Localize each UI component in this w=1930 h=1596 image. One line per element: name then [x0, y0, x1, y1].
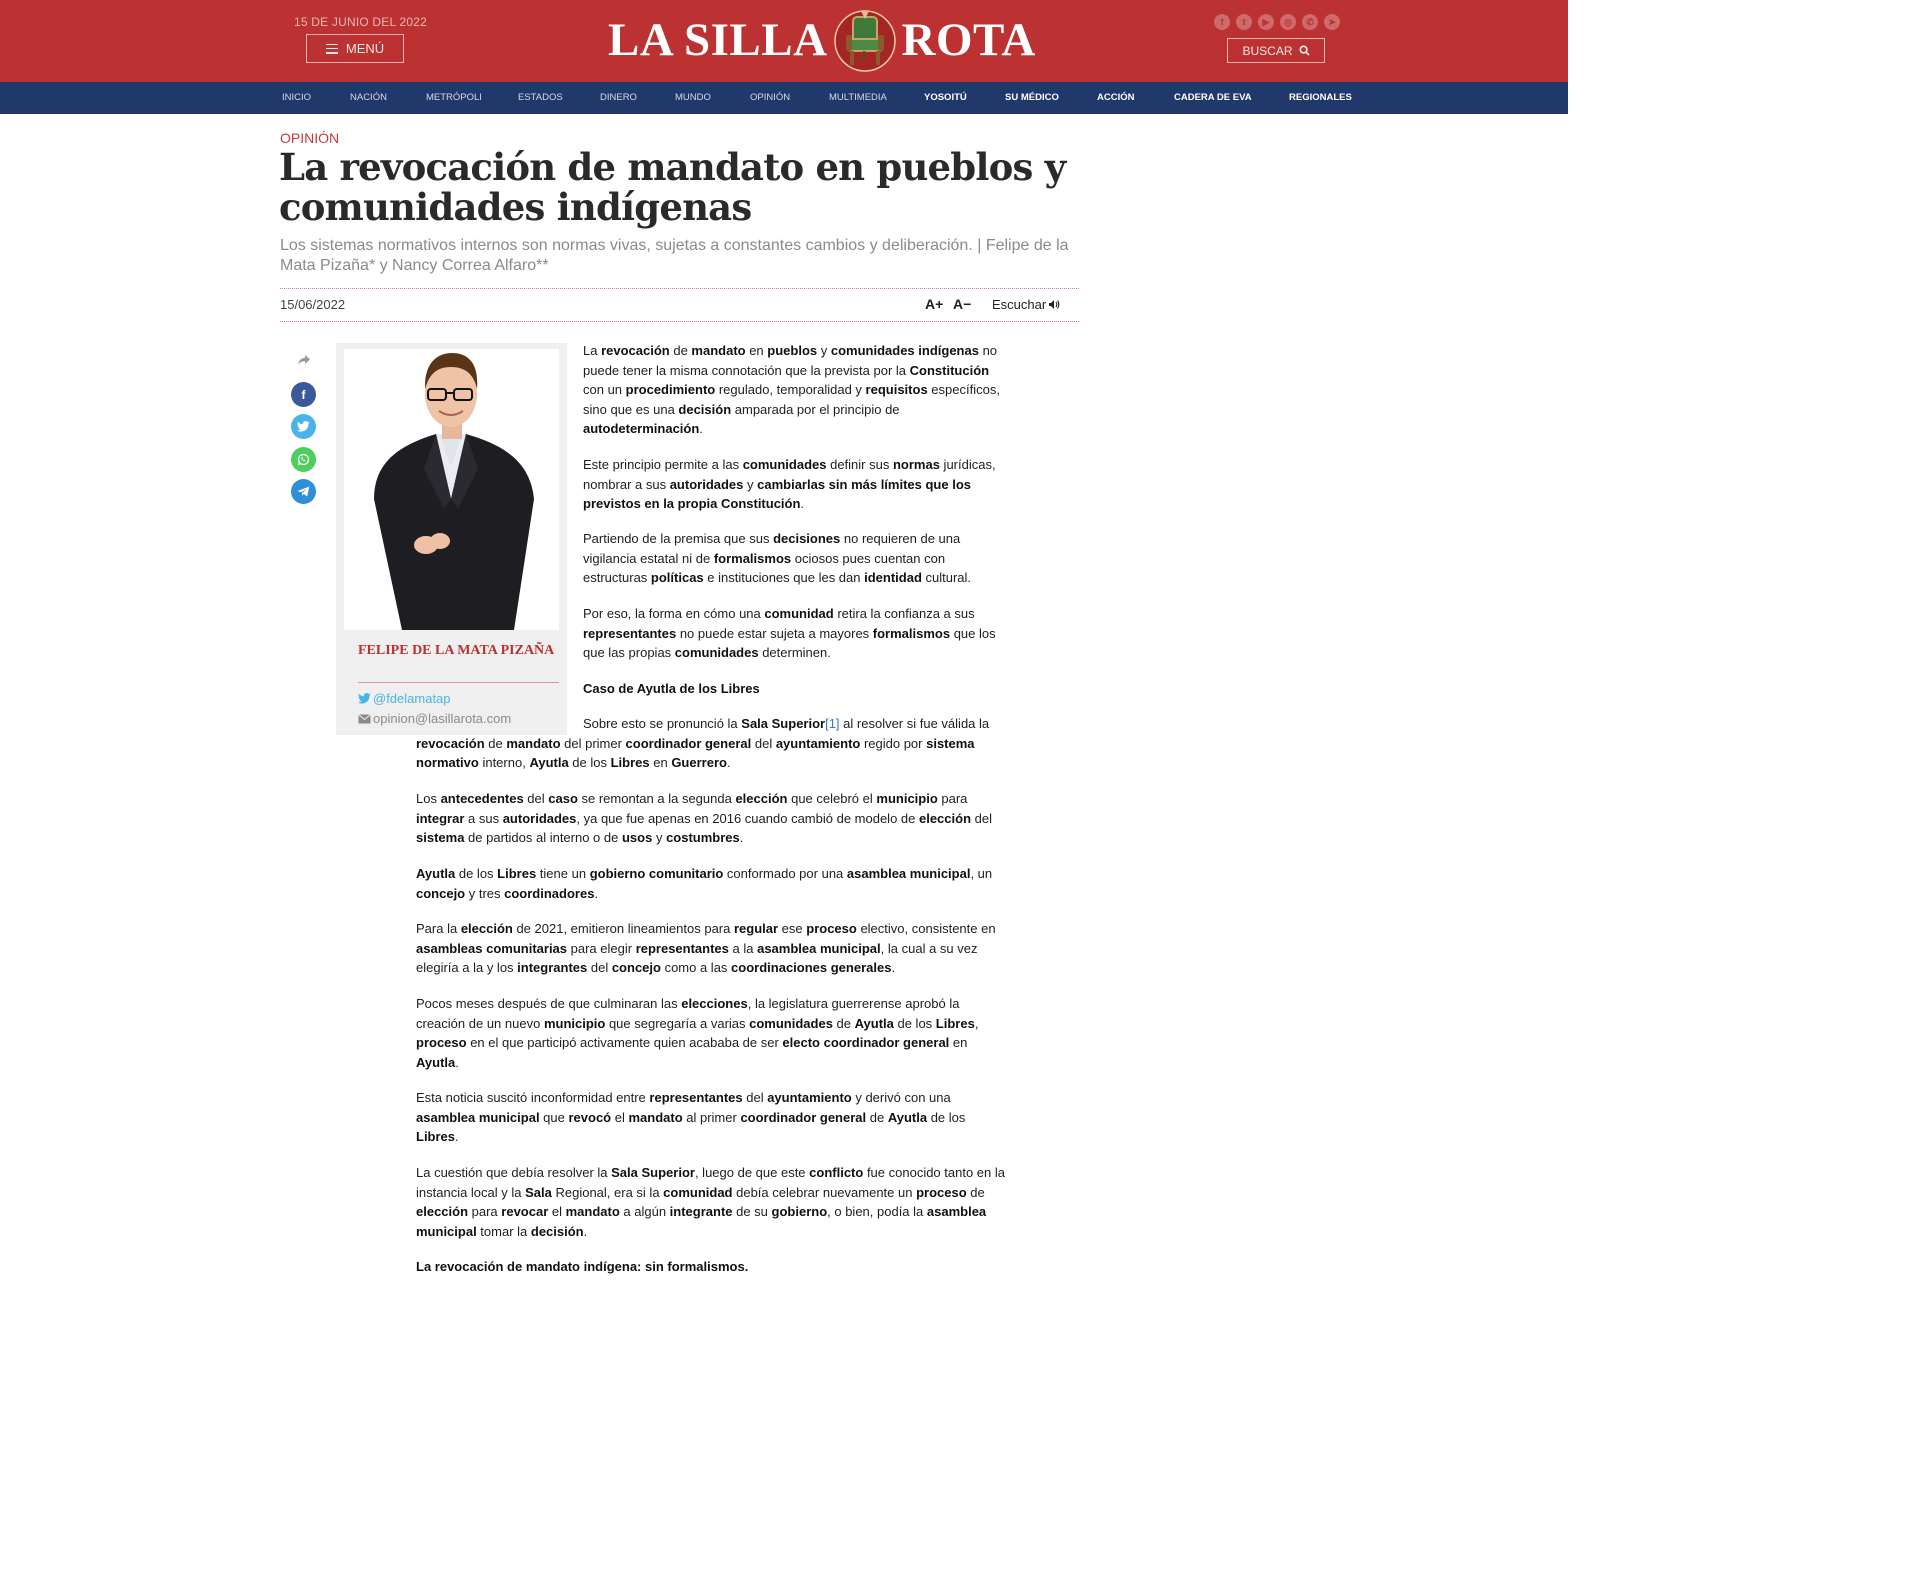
bold-term: mandato [506, 735, 561, 751]
bold-term: identidad [864, 570, 922, 586]
bold-term: integrar [416, 810, 465, 826]
author-email-address: opinion@lasillarota.com [373, 711, 512, 726]
bold-term: políticas [650, 570, 704, 586]
bold-term: integrante [669, 1204, 733, 1220]
bold-term: conflicto [809, 1165, 864, 1180]
bold-term: sistema [416, 830, 465, 846]
bold-term: mandato [628, 1109, 683, 1125]
bold-term: decisiones [773, 531, 841, 546]
share-whatsapp-icon[interactable] [291, 447, 316, 472]
bold-term: comunidades indígenas [830, 343, 979, 358]
menu-label: MENÚ [345, 41, 385, 56]
author-twitter-handle: @fdelamatap [373, 691, 451, 706]
bold-term: Sala [525, 1184, 552, 1200]
bold-term: Sala Superior [611, 1165, 695, 1180]
bold-term: coordinador general [740, 1109, 867, 1125]
author-name[interactable]: FELIPE DE LA MATA PIZAÑA [358, 643, 555, 658]
bold-term: mandato [691, 343, 746, 358]
search-button[interactable] [1227, 38, 1325, 63]
nav-item-estados[interactable]: ESTADOS [518, 92, 563, 103]
site-header [0, 0, 1568, 82]
bold-term: asamblea municipal [757, 940, 881, 956]
body-paragraph: Este principio permite a las comunidades definir sus normas jurídicas, nombrar a sus autoridades y cambiarlas sin más límites que los previstos en la propia Constitución. [583, 457, 996, 512]
bold-term: gobierno [771, 1204, 828, 1220]
nav-item-regionales[interactable]: REGIONALES [1289, 92, 1352, 103]
nav-item-dinero[interactable]: DINERO [600, 92, 637, 103]
footnote-link[interactable]: [1] [825, 716, 840, 731]
bold-term: revocó [568, 1109, 612, 1125]
body-paragraph: Ayutla de los Libres tiene un gobierno comunitario conformado por una asamblea municipal, un concejo y tres coordinadores. [416, 866, 993, 901]
author-photo [344, 349, 559, 630]
divider-top [280, 288, 1079, 289]
main-nav [0, 82, 1568, 114]
body-paragraph: La cuestión que debía resolver la Sala Superior, luego de que este conflicto fue conocido tanto en la instancia local y la Sala Regional, era si la comunidad debía celebrar nuevamente un proceso de elección para revocar el mandato a algún integrante de su gobierno, o bien, podía la asamblea municipal tomar la decisión. [416, 1165, 1005, 1239]
envelope-icon [358, 714, 371, 724]
nav-item-mundo[interactable]: MUNDO [675, 92, 711, 103]
font-decrease-button[interactable]: A− [953, 296, 972, 312]
bold-term: Libres [416, 1129, 456, 1145]
author-card [336, 343, 567, 735]
bold-term: Sala Superior [741, 716, 826, 731]
bold-term: Libres [497, 866, 537, 881]
bold-term: Ayutla [416, 866, 456, 881]
bold-term: elección [735, 791, 788, 806]
font-increase-button[interactable]: A+ [925, 296, 944, 312]
search-label: BUSCAR [1242, 43, 1293, 58]
bold-term: Libres [610, 755, 650, 771]
bold-term: pueblos [767, 343, 818, 358]
bold-term: asamblea municipal [416, 1109, 540, 1125]
nav-item-nacion[interactable]: NACIÓN [350, 92, 387, 103]
bold-term: representantes [583, 625, 677, 641]
bold-term: antecedentes [440, 791, 524, 806]
author-divider [358, 682, 559, 683]
bold-term: normas [892, 457, 940, 472]
body-paragraph: Sobre esto se pronunció la Sala Superior[1] al resolver si fue válida la revocación de mandato del primer coordinador general del ayuntamiento regido por sistema normativo interno, Ayutla de los Libres en Guerrero. [416, 716, 990, 771]
bold-term: proceso [416, 1035, 467, 1051]
section-label[interactable]: OPINIÓN [280, 130, 340, 146]
bold-term: procedimiento [625, 382, 716, 398]
bold-term: usos [621, 830, 653, 846]
telegram-icon[interactable]: ➤ [1324, 14, 1340, 30]
bold-term: formalismos [713, 550, 792, 566]
broken-chair-logo-icon [834, 5, 896, 75]
nav-item-su-medico[interactable]: SU MÉDICO [1005, 92, 1059, 103]
bold-term: municipio [876, 791, 938, 806]
bold-term: asamblea municipal [846, 866, 971, 881]
bold-term: ayuntamiento [775, 735, 861, 751]
bold-term: concejo [611, 960, 661, 976]
bold-term: gobierno comunitario [589, 866, 724, 881]
instagram-icon[interactable]: ◎ [1280, 14, 1296, 30]
bold-term: La revocación de mandato indígena: sin formalismos. [416, 1259, 749, 1274]
body-paragraph: Pocos meses después de que culminaran las elecciones, la legislatura guerrerense aprobó la creación de un nuevo municipio que segregaría a varias comunidades de Ayutla de los Libres, proceso en el que participó activamente quien acababa de ser electo coordinador general en Ayutla. [416, 996, 979, 1070]
author-portrait-icon [344, 349, 559, 630]
nav-item-cadera-de-eva[interactable]: CADERA DE EVA [1174, 92, 1252, 103]
body-paragraph: Esta noticia suscitó inconformidad entre representantes del ayuntamiento y derivó con una asamblea municipal que revocó el mandato al primer coordinador general de Ayutla de los Libres. [416, 1090, 966, 1145]
bold-term: integrantes [517, 960, 588, 976]
author-twitter-link[interactable] [358, 691, 451, 706]
twitter-icon[interactable]: t [1236, 14, 1252, 30]
youtube-icon[interactable]: ▶ [1258, 14, 1274, 30]
bold-term: asamblea municipal [416, 1204, 987, 1239]
bold-term: asambleas comunitarias [416, 940, 568, 956]
bold-term: ayuntamiento [767, 1090, 852, 1105]
bold-term: elección [918, 810, 972, 826]
article-subtitle: Los sistemas normativos internos son normas vivas, sujetas a constantes cambios y deliberación. | Felipe de la Mata Pizaña* y Nancy Correa Alfaro** [280, 237, 1069, 274]
menu-button[interactable] [306, 34, 404, 63]
bold-term: coordinadores [504, 885, 595, 901]
logo-text-right: ROTA [901, 14, 1036, 66]
bold-term: requisitos [865, 382, 928, 398]
twitter-icon [358, 693, 371, 704]
body-subheading [416, 1257, 1006, 1277]
bold-term: comunidad [663, 1184, 733, 1200]
bold-term: decisión [530, 1223, 584, 1239]
header-date: 15 DE JUNIO DEL 2022 [294, 15, 427, 29]
bold-term: autodeterminación [583, 421, 700, 437]
bold-term: representantes [635, 940, 729, 956]
bold-term: cambiarlas sin más límites que los previstos en la propia Constitución [583, 476, 971, 512]
bold-term: representantes [649, 1090, 743, 1105]
bold-term: decisión [678, 401, 732, 417]
bold-term: comunidades [742, 457, 827, 472]
share-twitter-icon[interactable] [291, 414, 316, 439]
body-paragraph: Partiendo de la premisa que sus decisiones no requieren de una vigilancia estatal ni de formalismos ociosos pues cuentan con estructuras políticas e instituciones que les dan identidad cultural. [583, 531, 972, 586]
bold-term: coordinaciones generales [731, 960, 892, 976]
bold-term: elección [416, 1204, 469, 1220]
publish-date: 15/06/2022 [280, 297, 346, 312]
bold-term: Ayutla [854, 1015, 894, 1031]
bold-term: proceso [916, 1184, 967, 1200]
bold-term: concejo [416, 885, 466, 901]
bold-term: electo coordinador general [782, 1035, 950, 1051]
bold-term: Ayutla [887, 1109, 928, 1125]
bold-term: autoridades [669, 476, 744, 492]
bold-term: elecciones [681, 996, 748, 1011]
body-subheading [583, 679, 1005, 699]
bold-term: mandato [565, 1204, 620, 1220]
body-paragraph: Por eso, la forma en cómo una comunidad retira la confianza a sus representantes no puede estar sujeta a mayores formalismos que los que las propias comunidades determinen. [583, 606, 996, 661]
bold-term: Caso de Ayutla de los Libres [583, 681, 760, 696]
bold-term: caso [548, 791, 578, 806]
bold-term: Ayutla [416, 1054, 456, 1070]
bold-term: revocación [601, 343, 670, 358]
site-logo[interactable] [608, 2, 1036, 78]
bold-term: municipio [543, 1015, 606, 1031]
whatsapp-icon[interactable]: ✆ [1302, 14, 1318, 30]
listen-label: Escuchar [992, 297, 1047, 312]
divider-bottom [280, 321, 1079, 322]
bold-term: costumbres [666, 830, 740, 846]
share-facebook-icon[interactable]: f [291, 382, 316, 407]
listen-button[interactable] [992, 297, 1060, 312]
body-paragraph: Para la elección de 2021, emitieron lineamientos para regular ese proceso electivo, consistente en asambleas comunitarias para elegir representantes a la asamblea municipal, la cual a su vez elegiría a la y los integrantes del concejo como a las coordinaciones generales. [416, 921, 996, 976]
bold-term: Guerrero [671, 755, 727, 771]
hamburger-icon [326, 44, 338, 54]
article-title: La revocación de mandato en pueblos y comunidades indígenas [279, 145, 1066, 229]
bold-term: sistema normativo [416, 735, 975, 771]
nav-item-inicio[interactable]: INICIO [282, 92, 312, 103]
header-social-links [1214, 14, 1340, 30]
bold-term: proceso [806, 921, 857, 936]
share-telegram-icon[interactable] [291, 479, 316, 504]
nav-item-metropoli[interactable]: METRÓPOLI [426, 92, 482, 103]
nav-item-multimedia[interactable]: MULTIMEDIA [829, 92, 887, 103]
speaker-icon [1048, 299, 1060, 310]
bold-term: regular [733, 921, 779, 936]
logo-text-left: LA SILLA [608, 14, 828, 66]
search-icon [1299, 45, 1310, 56]
bold-term: coordinador general [625, 735, 752, 751]
bold-term: revocar [501, 1204, 549, 1220]
nav-item-opinion[interactable]: OPINIÓN [750, 92, 791, 103]
nav-item-yosoitu[interactable]: YOSOITÚ [924, 92, 967, 103]
bold-term: comunidad [764, 606, 834, 621]
bold-term: revocación [416, 735, 485, 751]
bold-term: comunidades [674, 645, 759, 661]
body-paragraph: La revocación de mandato en pueblos y comunidades indígenas no puede tener la misma connotación que la prevista por la Constitución con un procedimiento regulado, temporalidad y requisitos específicos, sino que es una decisión amparada por el principio de autodeterminación. [583, 343, 1000, 437]
facebook-icon[interactable]: f [1214, 14, 1230, 30]
bold-term: autoridades [502, 810, 577, 826]
share-icon [296, 352, 312, 368]
nav-item-accion[interactable]: ACCIÓN [1097, 92, 1135, 103]
bold-term: Libres [935, 1015, 975, 1031]
bold-term: comunidades [749, 1015, 833, 1031]
bold-term: Ayutla [529, 755, 569, 771]
body-paragraph: Los antecedentes del caso se remontan a la segunda elección que celebró el municipio para integrar a sus autoridades, ya que fue apenas en 2016 cuando cambió de modelo de elección del sistema de partidos al interno o de usos y costumbres. [416, 791, 992, 846]
bold-term: Constitución [909, 362, 990, 378]
bold-term: elección [460, 921, 513, 936]
bold-term: formalismos [872, 625, 951, 641]
